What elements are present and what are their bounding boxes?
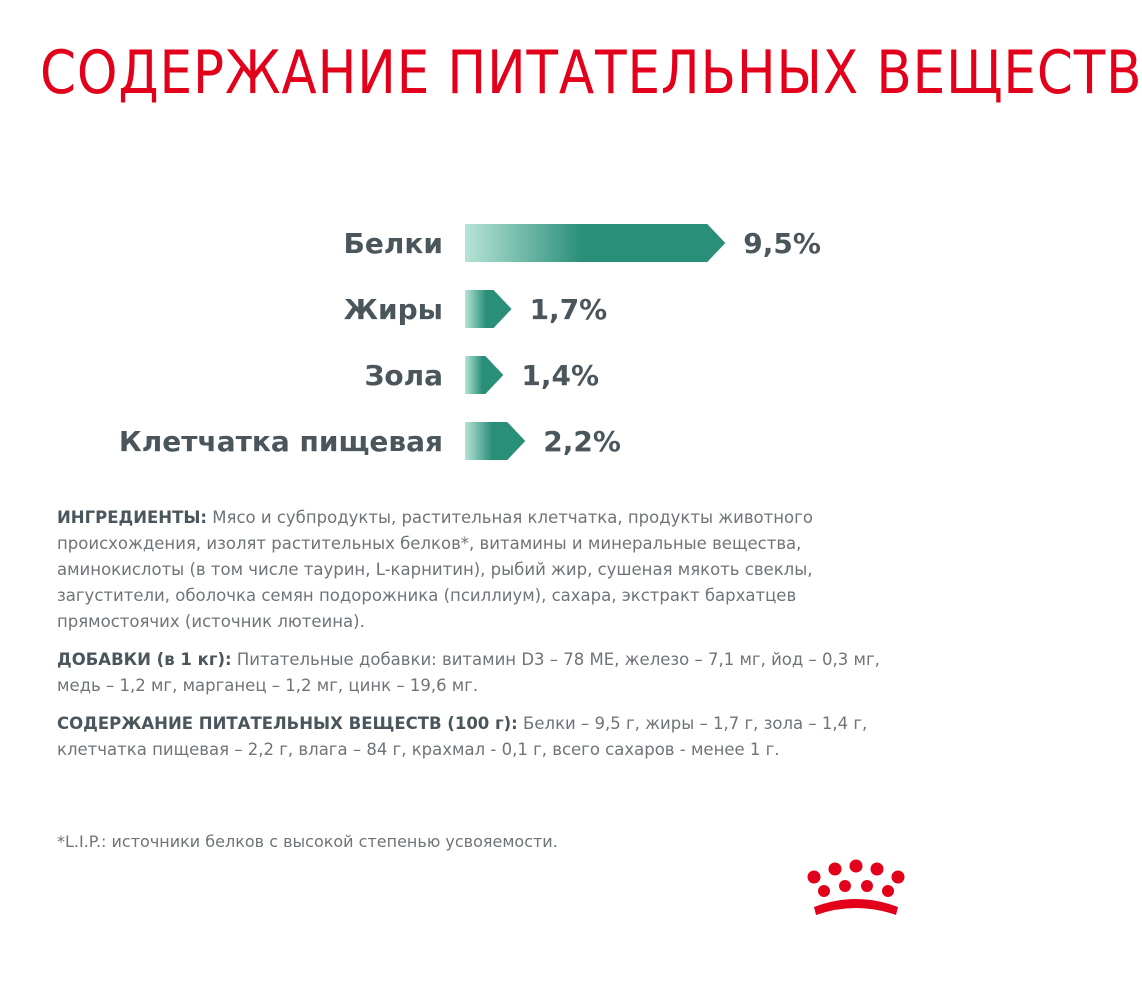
value-label: 1,7% — [529, 293, 608, 326]
nutrients-paragraph — [57, 711, 917, 763]
category-label: Клетчатка пищевая — [118, 425, 443, 458]
royal-canin-crown-icon — [800, 855, 912, 925]
ingredients-text: Мясо и субпродукты, растительная клетчатка, продукты животного происхождения, изолят растительных белков*, витамины и минеральные вещества, аминокислоты (в том числе таурин, L-карнитин), рыбий жир, сушеная мякоть свеклы, загустители, оболочка семян подорожника (псиллиум), сахара, экстракт бархатцев прямостоячих (источник лютеина). — [57, 508, 813, 631]
value-label: 2,2% — [543, 425, 621, 458]
additives-paragraph — [57, 647, 917, 699]
bar — [465, 356, 503, 394]
additives-text: Питательные добавки: витамин D3 – 78 МЕ, железо – 7,1 мг, йод – 0,3 мг, медь – 1,2 мг, марганец – 1,2 мг, цинк – 19,6 мг. — [57, 650, 880, 695]
composition-text — [57, 505, 917, 775]
category-label: Жиры — [343, 293, 443, 326]
value-label: 1,4% — [521, 359, 600, 392]
footnote: *L.I.P.: источники белков с высокой степенью усвояемости. — [57, 832, 558, 851]
bar — [465, 422, 525, 460]
category-label: Белки — [343, 227, 443, 260]
additives-label: ДОБАВКИ (в 1 кг): — [57, 650, 232, 669]
ingredients-label: ИНГРЕДИЕНТЫ: — [57, 508, 208, 527]
nutrients-text: Белки – 9,5 г, жиры – 1,7 г, зола – 1,4 г, клетчатка пищевая – 2,2 г, влага – 84 г, крахмал - 0,1 г, всего сахаров - менее 1 г. — [57, 714, 868, 759]
nutrient-bar-chart — [0, 200, 1000, 490]
bar — [465, 224, 725, 262]
ingredients-paragraph — [57, 505, 917, 635]
value-label: 9,5% — [743, 227, 821, 260]
nutrients-label: СОДЕРЖАНИЕ ПИТАТЕЛЬНЫХ ВЕЩЕСТВ (100 г): — [57, 714, 518, 733]
category-label: Зола — [364, 359, 443, 392]
page-title: СОДЕРЖАНИЕ ПИТАТЕЛЬНЫХ ВЕЩЕСТВ — [40, 38, 1142, 108]
bar — [465, 290, 512, 328]
